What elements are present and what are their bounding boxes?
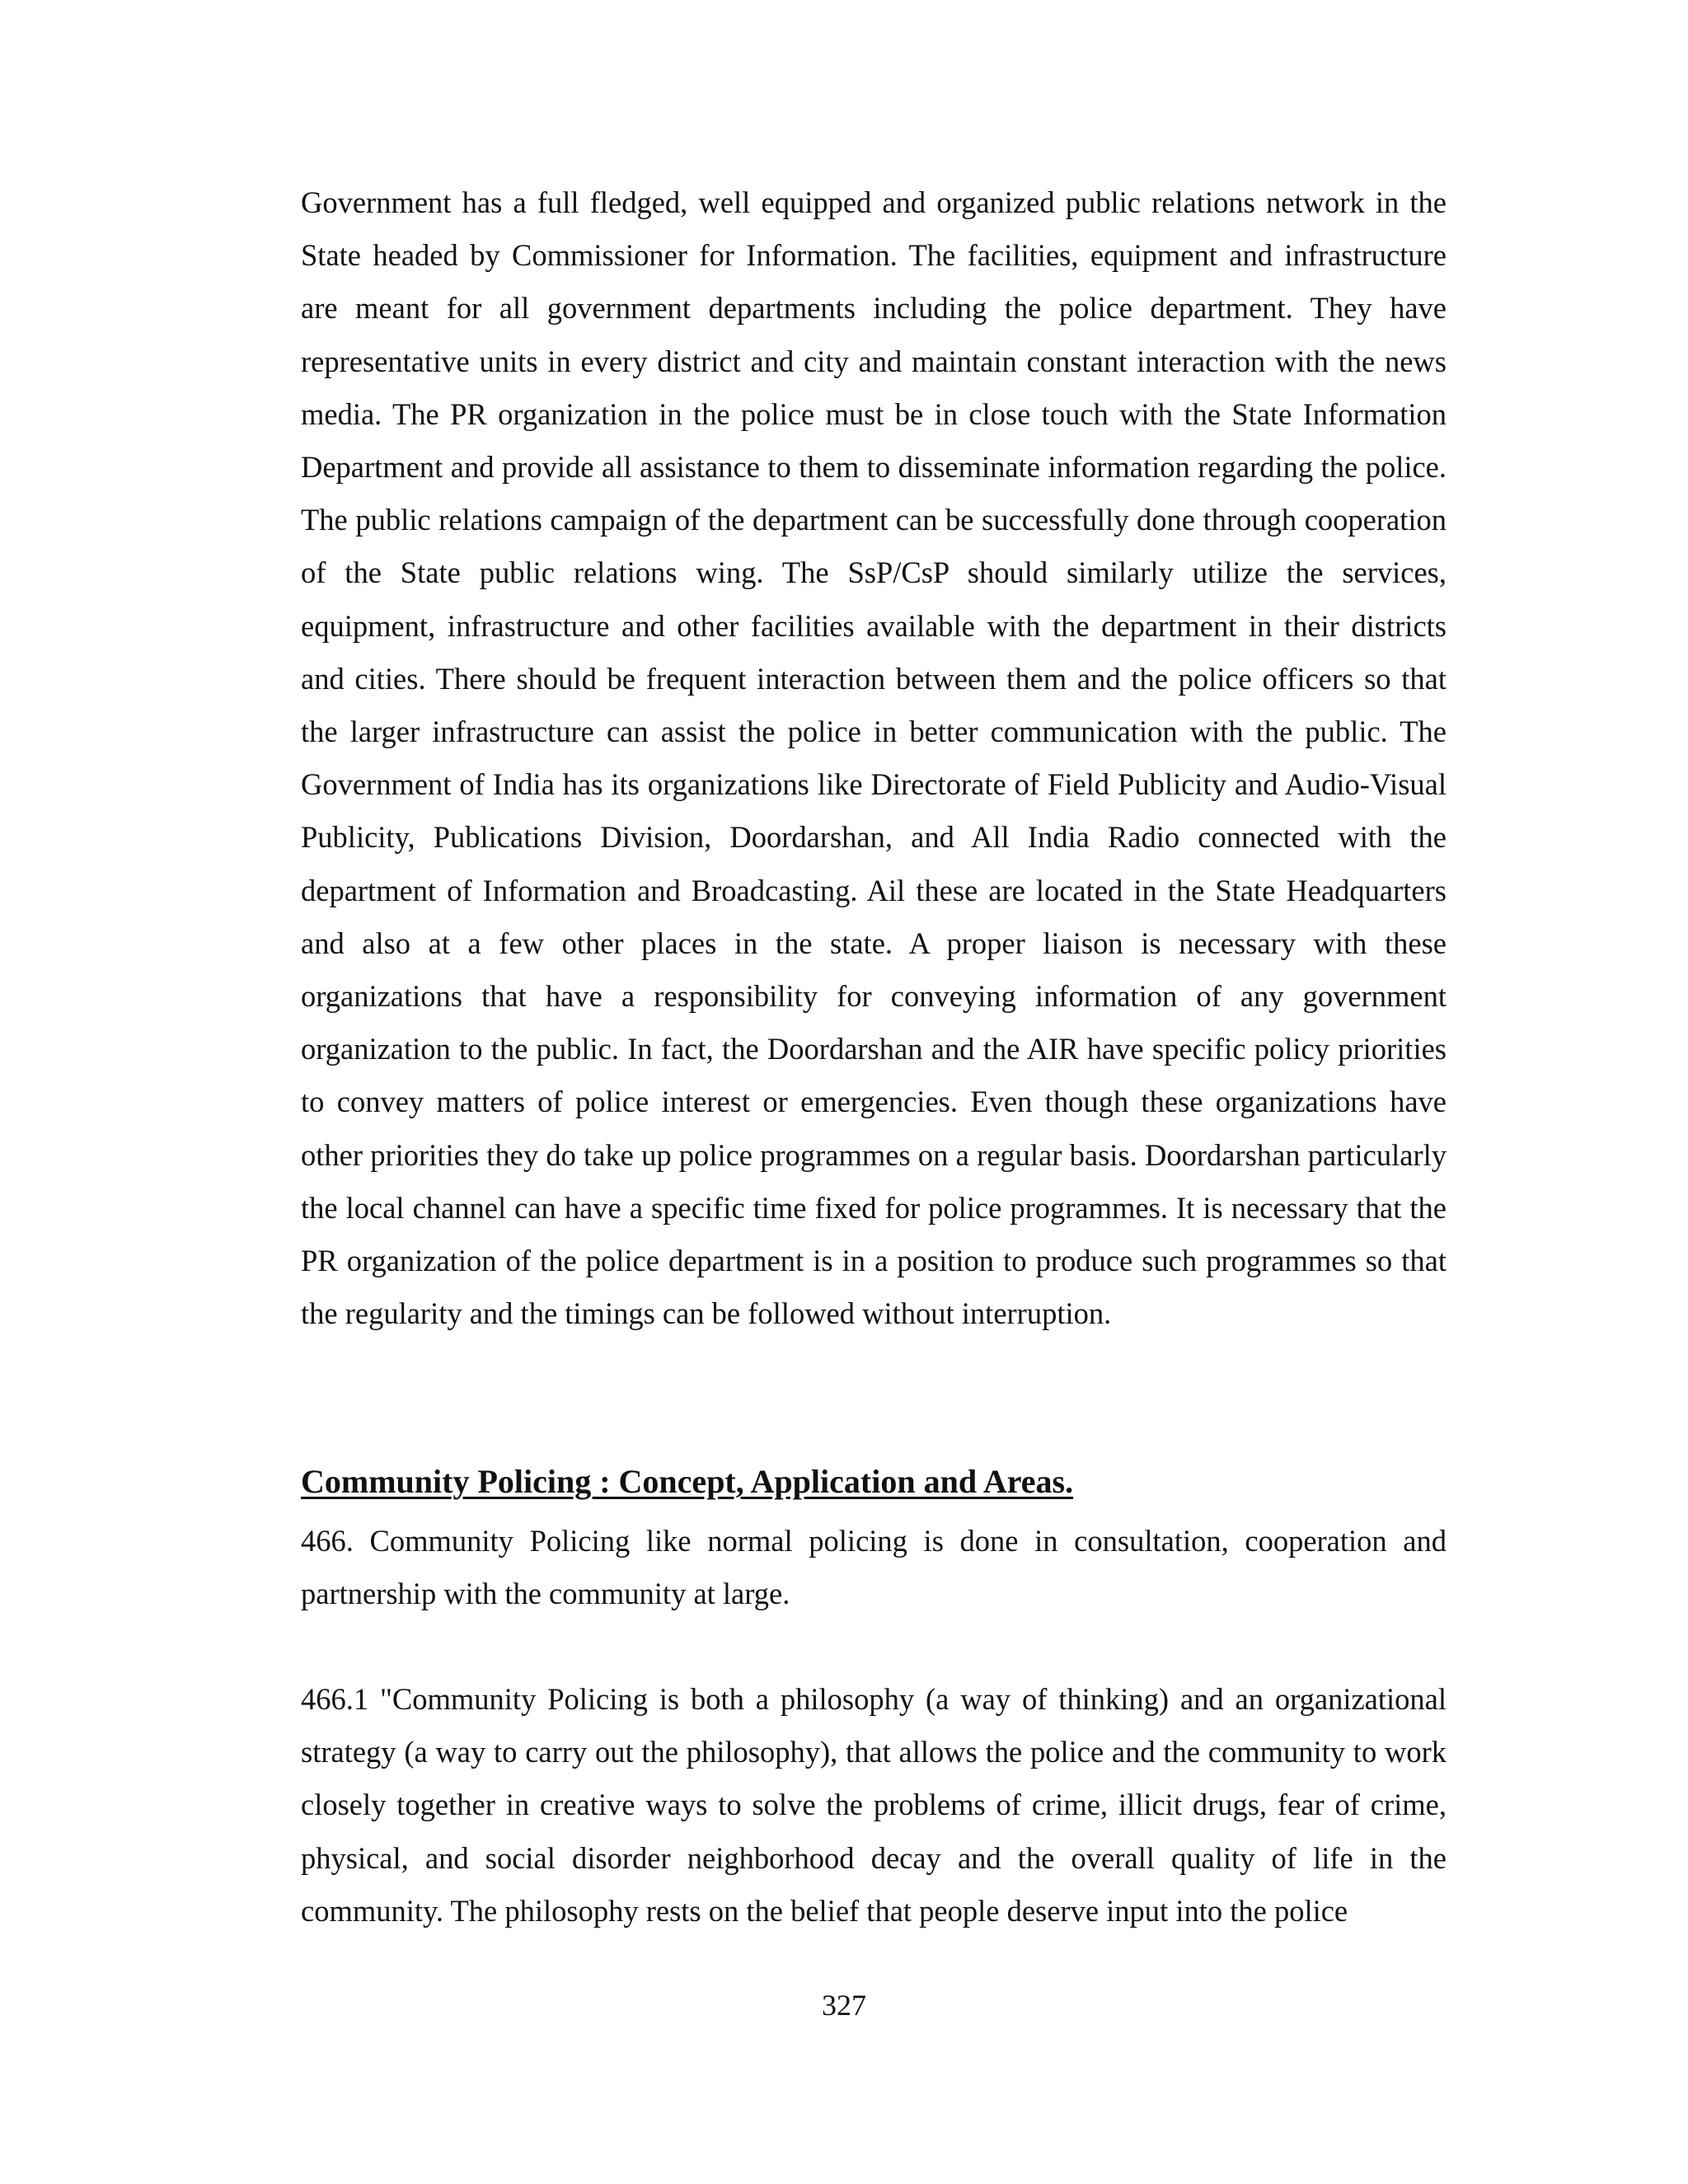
section-heading: Community Policing : Concept, Application and Areas. (301, 1463, 1074, 1500)
paragraph-466: 466. Community Policing like normal policing is done in consultation, cooperation and partnership with the community at large. (301, 1524, 1447, 1611)
body-paragraph-public-relations: Government has a full fledged, well equipped and organized public relations network in the State headed by Commissioner for Information. The facilities, equipment and infrastructure are meant for all government departments including the police department. They have representative units in every district and city and maintain constant interaction with the news media. The PR organization in the police must be in close touch with the State Information Department and provide all assistance to them to disseminate information regarding the police. The public relations campaign of the department can be successfully done through cooperation of the State public relations wing. The SsP/CsP should similarly utilize the services, equipment, infrastructure and other facilities available with the department in their districts and cities. There should be frequent interaction between them and the police officers so that the larger infrastructure can assist the police in better communication with the public. The Government of India has its organizations like Directorate of Field Publicity and Audio-Visual Publicity, Publications Division, Doordarshan, and All India Radio connected with the department of Information and Broadcasting. Ail these are located in the State Headquarters and also at a few other places in the state. A proper liaison is necessary with these organizations that have a responsibility for conveying information of any government organization to the public. In fact, the Doordarshan and the AIR have specific policy priorities to convey matters of police interest or emergencies. Even though these organizations have other priorities they do take up police programmes on a regular basis. Doordarshan particularly the local channel can have a specific time fixed for police programmes. It is necessary that the PR organization of the police department is in a position to produce such programmes so that the regularity and the timings can be followed without interruption. (301, 185, 1447, 1331)
document-page (301, 0, 1447, 2184)
page-number: 327 (822, 1989, 866, 2022)
paragraph-466-1: 466.1 "Community Policing is both a philosophy (a way of thinking) and an organizational strategy (a way to carry out the philosophy), that allows the police and the community to work closely together in creative ways to solve the problems of crime, illicit drugs, fear of crime, physical, and social disorder neighborhood decay and the overall quality of life in the community. The philosophy rests on the belief that people deserve input into the police (301, 1682, 1447, 1928)
